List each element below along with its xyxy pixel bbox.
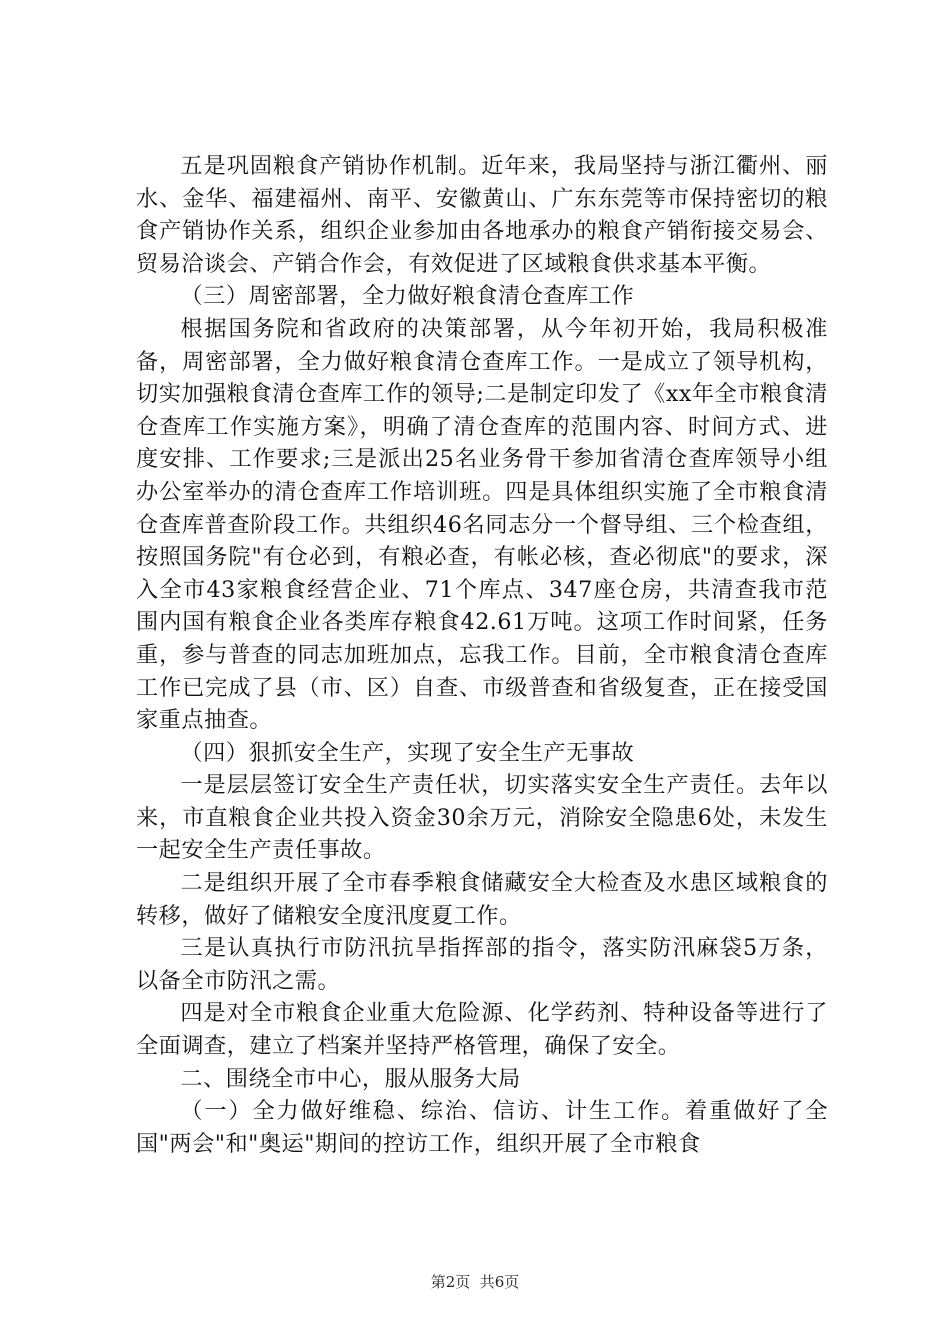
page-number-label: 第2页 共6页 bbox=[430, 1273, 520, 1291]
section-heading-safety: （四）狠抓安全生产，实现了安全生产无事故 bbox=[180, 739, 635, 766]
paragraph-safety-4: 四是对全市粮食企业重大危险源、化学药剂、特种设备等进行了全面调查，建立了档案并坚持严格管理，确保了安全。 bbox=[136, 1000, 828, 1060]
paragraph-safety-1: 一是层层签订安全生产责任状，切实落实安全生产责任。去年以来，市直粮食企业共投入资金30余万元，消除安全隐患6处，未发生一起安全生产责任事故。 bbox=[136, 772, 828, 864]
page-footer bbox=[0, 1272, 950, 1292]
paragraph-warehouse-check: 根据国务院和省政府的决策部署，从今年初开始，我局积极准备，周密部署，全力做好粮食清仓查库工作。一是成立了领导机构，切实加强粮食清仓查库工作的领导;二是制定印发了《xx年全市粮食清仓查库工作实施方案》，明确了清仓查库的范围内容、时间方式、进度安排、工作要求;三是派出25名业务骨干参加省清仓查库领导小组办公室举办的清仓查库工作培训班。四是具体组织实施了全市粮食清仓查库普查阶段工作。共组织46名同志分一个督导组、三个检查组，按照国务院"有仓必到，有粮必查，有帐必核，查必彻底"的要求，深入全市43家粮食经营企业、71个库点、347座仓房，共清查我市范围内国有粮食企业各类库存粮食42.61万吨。这项工作时间紧，任务重，参与普查的同志加班加点，忘我工作。目前，全市粮食清仓查库工作已完成了县（市、区）自查、市级普查和省级复查，正在接受国家重点抽查。 bbox=[136, 315, 828, 734]
section-heading-warehouse-check: （三）周密部署，全力做好粮食清仓查库工作 bbox=[180, 283, 635, 310]
paragraph-stability: （一）全力做好维稳、综治、信访、计生工作。着重做好了全国"两会"和"奥运"期间的控访工作，组织开展了全市粮食 bbox=[136, 1098, 828, 1157]
section-heading-serve-center: 二、围绕全市中心，服从服务大局 bbox=[180, 1065, 521, 1092]
paragraph-safety-3: 三是认真执行市防汛抗旱指挥部的指令，落实防汛麻袋5万条，以备全市防汛之需。 bbox=[136, 935, 828, 994]
paragraph-safety-2: 二是组织开展了全市春季粮食储藏安全大检查及水患区域粮食的转移，做好了储粮安全度汛度夏工作。 bbox=[136, 870, 828, 929]
document-body bbox=[136, 150, 828, 1160]
paragraph-grain-cooperation: 五是巩固粮食产销协作机制。近年来，我局坚持与浙江衢州、丽水、金华、福建福州、南平、安徽黄山、广东东莞等市保持密切的粮食产销协作关系，组织企业参加由各地承办的粮食产销衔接交易会、贸易洽谈会、产销合作会，有效促进了区域粮食供求基本平衡。 bbox=[136, 153, 828, 277]
